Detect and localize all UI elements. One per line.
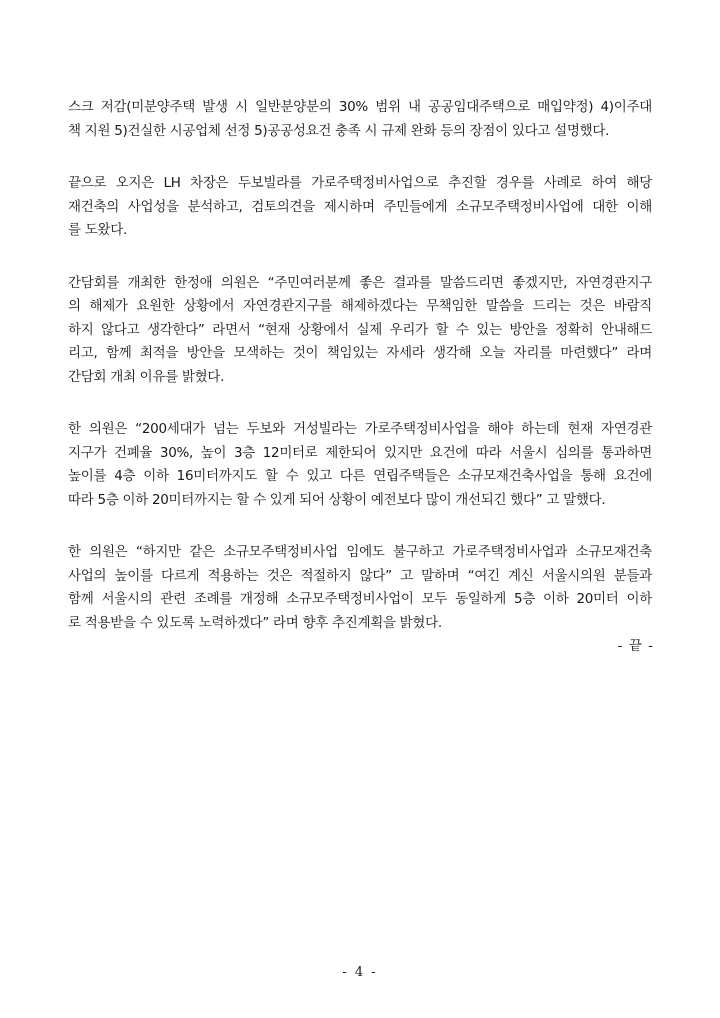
text-line: 리고, 함께 최적을 방안을 모색하는 것이 책임있는 자세라 생각해 오늘 자리를 마련했다” 라며 [68,345,652,361]
text-line: 하지 않다고 생각한다” 라면서 “현재 상황에서 실제 우리가 할 수 있는 방안을 정확히 안내해드 [68,321,652,338]
text-line: 따라 5층 이하 20미터까지는 할 수 있게 되어 상황이 예전보다 많이 개선되긴 했다” 고 말했다. [68,491,606,508]
text-line: 한 의원은 “하지만 같은 소규모주택정비사업 임에도 불구하고 가로주택정비사업과 소규모재건축 [68,544,652,560]
page-number: - 4 - [342,965,378,980]
text-line: 재건축의 사업성을 분석하고, 검토의견을 제시하며 주민들에게 소규모주택정비사업에 대한 이해 [68,198,652,215]
text-line: 높이를 4층 이하 16미터까지도 할 수 있고 다른 연립주택들은 소규모재건축사업을 통해 요건에 [68,468,652,484]
text-line: 한 의원은 “200세대가 넘는 두보와 거성빌라는 가로주택정비사업을 해야 하는데 현재 자연경관 [68,421,652,437]
document-body [68,96,652,664]
text-line: 스크 저감(미분양주택 발생 시 일반분양분의 30% 범위 내 공공임대주택으로 매입약정) 4)이주대 [68,99,652,115]
text-line: 의 해제가 요원한 상황에서 자연경관지구를 해제하겠다는 무책임한 말씀을 드리는 것은 바람직 [68,298,652,314]
text-line: 끝으로 오지은 LH 차장은 두보빌라를 가로주택정비사업으로 추진할 경우를 사례로 하여 해당 [68,175,652,191]
paragraph [68,96,652,143]
text-line: 지구가 건폐율 30%, 높이 3층 12미터로 제한되어 있지만 요건에 따라 서울시 심의를 통과하면 [68,444,652,461]
text-line: 로 적용받을 수 있도록 노력하겠다” 라며 향후 추진계획을 밝혔다. [68,614,442,631]
end-mark: - 끝 - [617,638,654,654]
text-line: 함께 서울시의 관련 조례를 개정해 소규모주택정비사업이 모두 동일하게 5층 이하 20미터 이하 [68,591,652,607]
paragraph [68,172,652,243]
paragraph [68,541,652,635]
text-line: 사업의 높이를 다르게 적용하는 것은 적절하지 않다” 고 말하며 “여긴 계신 서울시의원 분들과 [68,567,652,584]
paragraph [68,272,652,390]
paragraph [68,418,652,512]
text-line: 간담회 개최 이유를 밝혔다. [68,368,225,385]
text-line: 책 지원 5)건실한 시공업체 선정 5)공공성요건 충족 시 규제 완화 등의 장점이 있다고 설명했다. [68,122,610,139]
text-line: 를 도왔다. [68,222,127,238]
text-line: 간담회를 개최한 한정애 의원은 “주민여러분께 좋은 결과를 말씀드리면 좋겠지만, 자연경관지구 [68,274,652,291]
